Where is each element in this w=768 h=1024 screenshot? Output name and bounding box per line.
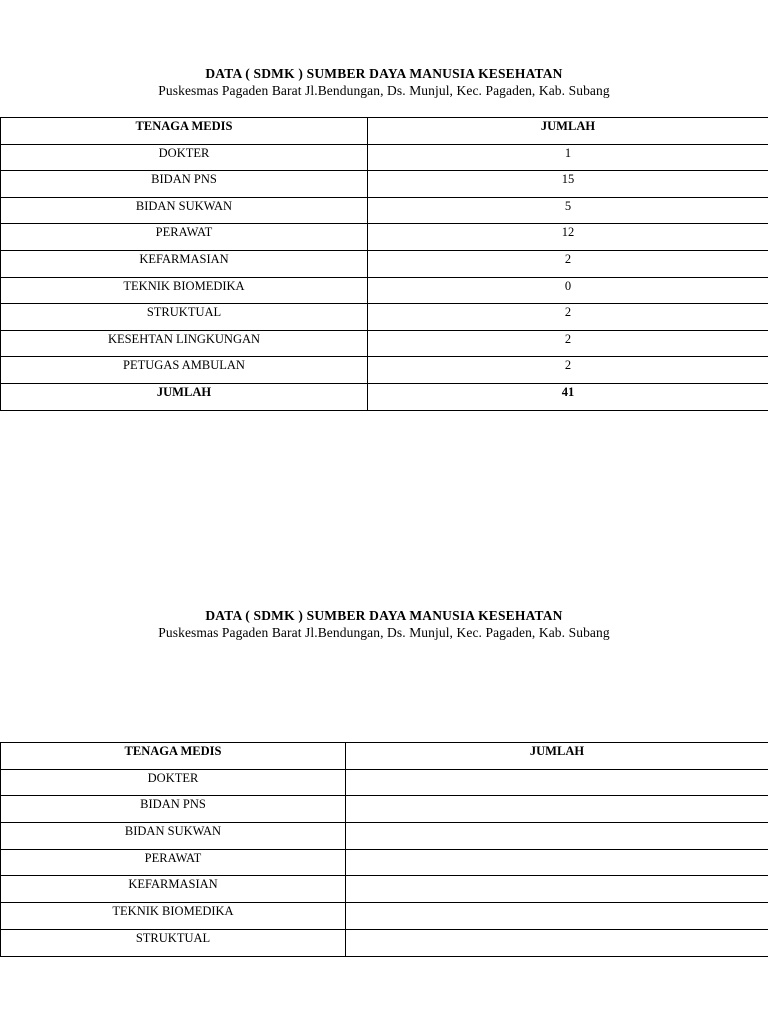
row-label: TEKNIK BIOMEDIKA [1,903,346,930]
header-jumlah: JUMLAH [346,743,768,770]
header-tenaga-medis: TENAGA MEDIS [1,743,346,770]
row-label: KEFARMASIAN [1,250,368,277]
section2-title: DATA ( SDMK ) SUMBER DAYA MANUSIA KESEHATAN [205,608,563,623]
table-row [1,849,768,876]
table-row [1,250,768,277]
table-row [1,330,768,357]
table-row [1,823,768,850]
row-label: PERAWAT [1,224,368,251]
table-row [1,876,768,903]
table-header-row [1,118,768,145]
row-label: BIDAN SUKWAN [1,823,346,850]
row-value [346,903,768,930]
total-value: 41 [368,383,768,410]
row-value: 12 [368,224,768,251]
row-label: TEKNIK BIOMEDIKA [1,277,368,304]
row-label: PETUGAS AMBULAN [1,357,368,384]
header-jumlah: JUMLAH [368,118,768,145]
row-value: 0 [368,277,768,304]
row-value: 5 [368,197,768,224]
row-value [346,876,768,903]
section1-title: DATA ( SDMK ) SUMBER DAYA MANUSIA KESEHATAN [205,66,563,81]
row-value: 2 [368,330,768,357]
row-value: 2 [368,357,768,384]
table-row [1,304,768,331]
row-label: DOKTER [1,144,368,171]
table-row [1,903,768,930]
row-value: 2 [368,250,768,277]
row-label: BIDAN SUKWAN [1,197,368,224]
row-label: STRUKTUAL [1,929,346,956]
total-label: JUMLAH [1,383,368,410]
table-row [1,171,768,198]
table-row [1,197,768,224]
row-label: KEFARMASIAN [1,876,346,903]
table-row [1,224,768,251]
table-total-row [1,383,768,410]
row-value [346,823,768,850]
row-value [346,849,768,876]
row-label: KESEHTAN LINGKUNGAN [1,330,368,357]
row-value [346,769,768,796]
row-value: 1 [368,144,768,171]
row-label: BIDAN PNS [1,171,368,198]
row-label: PERAWAT [1,849,346,876]
section1-subtitle: Puskesmas Pagaden Barat Jl.Bendungan, Ds. Munjul, Kec. Pagaden, Kab. Subang [158,83,610,98]
table-header-row [1,743,768,770]
row-value: 2 [368,304,768,331]
sdmk-table-2 [0,742,768,957]
row-value: 15 [368,171,768,198]
section2-subtitle: Puskesmas Pagaden Barat Jl.Bendungan, Ds. Munjul, Kec. Pagaden, Kab. Subang [158,625,610,640]
table-row [1,929,768,956]
header-tenaga-medis: TENAGA MEDIS [1,118,368,145]
table-row [1,277,768,304]
row-label: BIDAN PNS [1,796,346,823]
row-label: DOKTER [1,769,346,796]
row-label: STRUKTUAL [1,304,368,331]
row-value [346,796,768,823]
table-row [1,357,768,384]
table-row [1,769,768,796]
table-row [1,144,768,171]
table-row [1,796,768,823]
sdmk-table-1 [0,117,768,411]
row-value [346,929,768,956]
